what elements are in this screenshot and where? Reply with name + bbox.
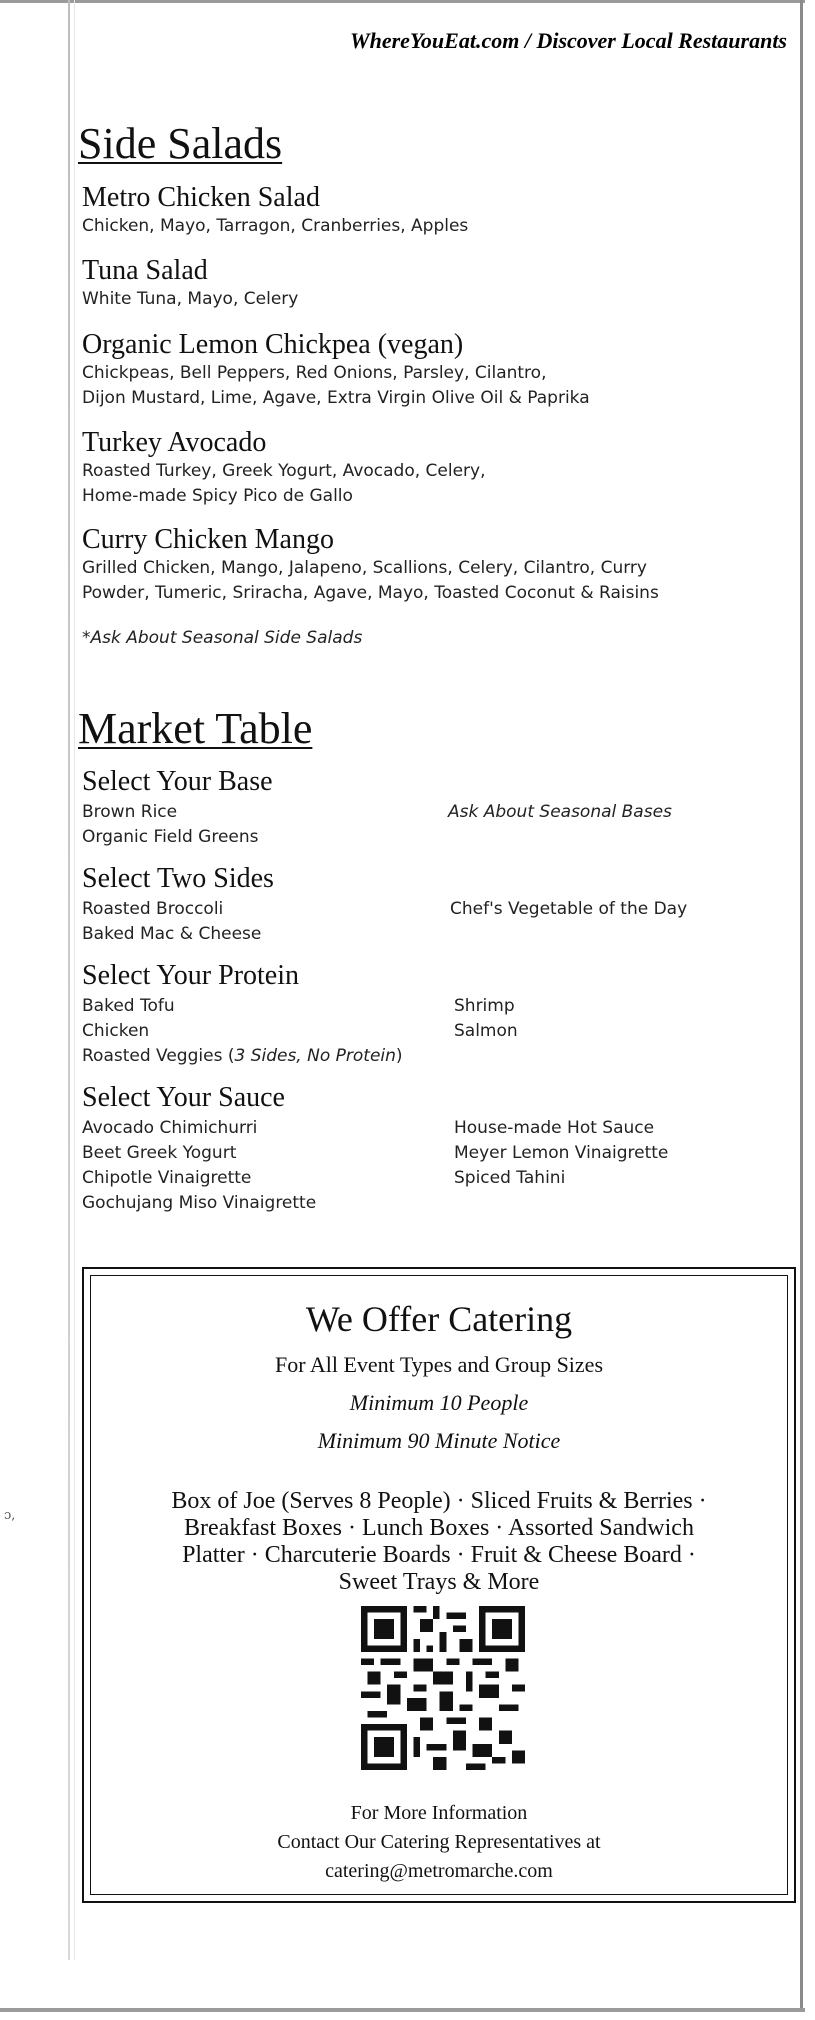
salad-name: Organic Lemon Chickpea (vegan) [82, 329, 464, 360]
salad-name: Turkey Avocado [82, 427, 267, 458]
side-salads-title: Side Salads [78, 119, 283, 168]
sides-group [82, 863, 782, 953]
catering-info-line: For More Information [350, 1802, 528, 1824]
salad-name: Curry Chicken Mango [82, 524, 334, 555]
side-option: Baked Mac & Cheese [82, 924, 262, 944]
salad-item [82, 329, 762, 411]
sauce-option: Beet Greek Yogurt [82, 1143, 237, 1163]
scan-edge-bottom [0, 2008, 805, 2012]
scan-edge-left-inner [74, 0, 75, 1960]
catering-min-notice: Minimum 90 Minute Notice [317, 1428, 561, 1453]
seasonal-salads-note: *Ask About Seasonal Side Salads [82, 628, 363, 648]
sauce-option: Gochujang Miso Vinaigrette [82, 1193, 317, 1213]
sauce-option: Avocado Chimichurri [82, 1118, 258, 1138]
sauce-option: House-made Hot Sauce [454, 1118, 655, 1138]
base-option: Brown Rice [82, 802, 178, 822]
sauce-option: Spiced Tahini [454, 1168, 566, 1188]
market-table-title: Market Table [78, 704, 313, 753]
protein-option: Shrimp [454, 996, 515, 1016]
salad-item [82, 255, 762, 312]
protein-option-veggies [82, 1044, 403, 1069]
catering-info-line: Contact Our Catering Representatives at [277, 1831, 601, 1853]
stray-scan-mark: ɔ, [4, 1508, 16, 1523]
veggies-label: Roasted Veggies ( [82, 1046, 235, 1066]
side-option: Roasted Broccoli [82, 899, 224, 919]
scan-edge-left [68, 0, 70, 1960]
sides-heading: Select Two Sides [82, 863, 274, 894]
catering-box [82, 1267, 796, 1903]
sauce-option: Chipotle Vinaigrette [82, 1168, 252, 1188]
sauce-option: Meyer Lemon Vinaigrette [454, 1143, 669, 1163]
protein-option: Chicken [82, 1021, 150, 1041]
qr-code-icon[interactable] [361, 1606, 525, 1770]
salad-description: Grilled Chicken, Mango, Jalapeno, Scallions, Celery, Cilantro, Curry Powder, Tumeric, Sriracha, Agave, Mayo, Toasted Coconut & Raisins [82, 558, 659, 603]
base-option: Organic Field Greens [82, 827, 259, 847]
site-header[interactable]: WhereYouEat.com / Discover Local Restaurants [350, 28, 787, 53]
catering-min-people: Minimum 10 People [349, 1390, 529, 1415]
protein-group [82, 960, 782, 1070]
protein-option: Salmon [454, 1021, 518, 1041]
salad-item [82, 182, 762, 239]
sauce-group [82, 1082, 782, 1222]
salad-description: Roasted Turkey, Greek Yogurt, Avocado, Celery, Home-made Spicy Pico de Gallo [82, 461, 486, 506]
salad-item [82, 524, 762, 606]
catering-offerings: Box of Joe (Serves 8 People) · Sliced Fruits & Berries · Breakfast Boxes · Lunch Boxes · Assorted Sandwich Platter · Charcuterie Boards · Fruit & Cheese Board · Sweet Trays & More [171, 1488, 707, 1595]
catering-title: We Offer Catering [305, 1299, 573, 1339]
veggies-close: ) [395, 1046, 403, 1066]
salad-description: White Tuna, Mayo, Celery [82, 289, 299, 309]
salad-name: Metro Chicken Salad [82, 182, 320, 213]
veggies-detail: 3 Sides, No Protein [234, 1046, 396, 1066]
catering-subtitle: For All Event Types and Group Sizes [274, 1352, 604, 1377]
salad-name: Tuna Salad [82, 255, 208, 286]
salad-description: Chickpeas, Bell Peppers, Red Onions, Parsley, Cilantro, Dijon Mustard, Lime, Agave, Extra Virgin Olive Oil & Paprika [82, 363, 590, 408]
scan-edge-top [0, 0, 805, 3]
base-group [82, 766, 782, 856]
sauce-heading: Select Your Sauce [82, 1082, 285, 1113]
protein-option: Baked Tofu [82, 996, 175, 1016]
salad-description: Chicken, Mayo, Tarragon, Cranberries, Apples [82, 216, 469, 236]
side-option: Chef's Vegetable of the Day [450, 899, 688, 919]
protein-heading: Select Your Protein [82, 960, 299, 991]
base-heading: Select Your Base [82, 766, 273, 797]
seasonal-bases-note: Ask About Seasonal Bases [448, 802, 672, 822]
salad-item [82, 427, 762, 509]
scan-edge-right [800, 0, 803, 2012]
catering-email-link[interactable]: catering@metromarche.com [325, 1860, 553, 1882]
catering-inner-frame [90, 1275, 788, 1895]
